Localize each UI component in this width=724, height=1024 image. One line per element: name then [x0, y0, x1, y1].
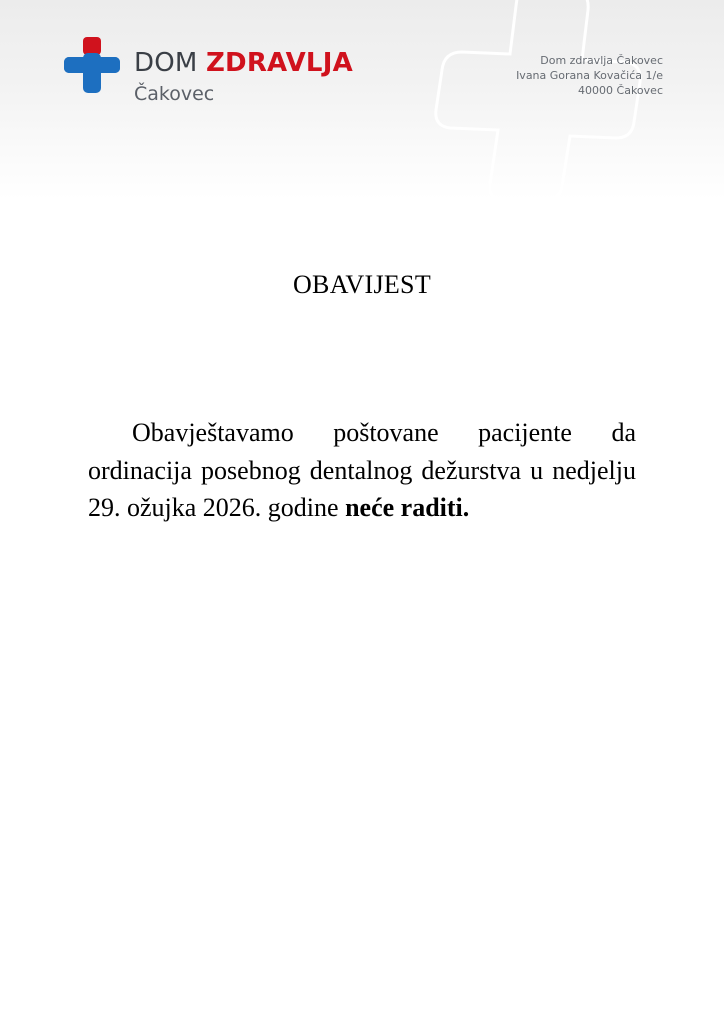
address-line-postal: 40000 Čakovec [578, 84, 663, 97]
brand-name-part2: ZDRAVLJA [206, 48, 353, 78]
brand-name-part1: DOM [134, 48, 198, 78]
notice-body-regular: Obavještavamo poštovane pacijente da ordinacija posebnog dentalnog dežurstva u nedjelju 29. ožujka 2026. godine [88, 418, 636, 522]
notice-title: OBAVIJEST [292, 270, 432, 299]
dom-zdravlja-logo [64, 37, 394, 109]
notice-body-bold: neće raditi. [345, 493, 470, 522]
address-line-street: Ivana Gorana Kovačića 1/e [516, 69, 663, 82]
watermark-cross-icon [420, 0, 724, 200]
brand-name [134, 49, 353, 77]
brand-city: Čakovec [134, 83, 215, 105]
institution-address [516, 53, 663, 98]
notice-body [88, 414, 636, 527]
address-line-name: Dom zdravlja Čakovec [540, 54, 663, 67]
medical-cross-icon [64, 37, 120, 95]
